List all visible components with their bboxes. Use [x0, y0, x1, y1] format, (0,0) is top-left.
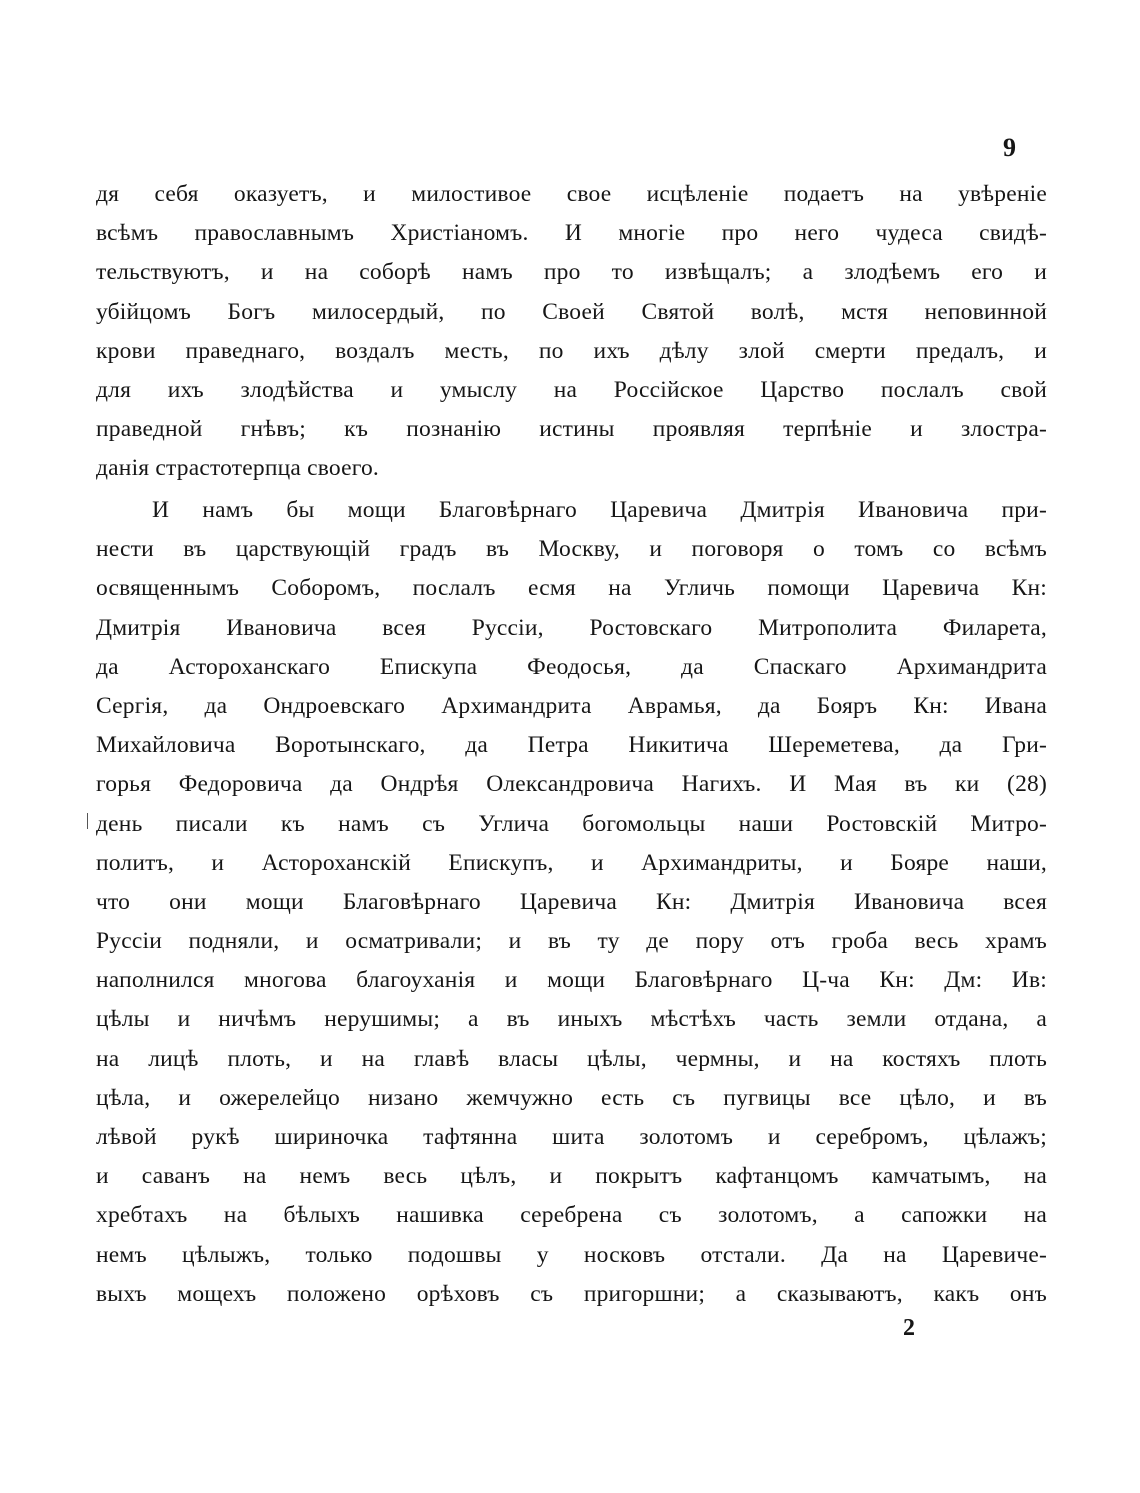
- text-line: на лицѣ плоть, и на главѣ власы цѣлы, чермны, и на костяхъ плоть: [96, 1045, 1047, 1072]
- text-line: тельствуютъ, и на соборѣ намъ про то извѣщалъ; а злодѣемъ его и: [96, 259, 1047, 286]
- paragraph-continuation: [96, 175, 1047, 489]
- page-number: 9: [1003, 133, 1016, 162]
- text-line: Сергія, да Ондроевскаго Архимандрита Аврамья, да Бояръ Кн: Ивана: [96, 692, 1047, 719]
- text-line: цѣла, и ожерелейцо низано жемчужно есть съ пугвицы все цѣло, и въ: [96, 1084, 1047, 1111]
- text-line-indented: И намъ бы мощи Благовѣрнаго Царевича Дмитрія Ивановича при-: [152, 497, 1047, 523]
- text-line: цѣлы и ничѣмъ нерушимы; а въ иныхъ мѣстѣхъ часть земли отдана, а: [96, 1006, 1047, 1033]
- text-line: и саванъ на немъ весь цѣлъ, и покрытъ кафтанцомъ камчатымъ, на: [96, 1163, 1047, 1190]
- margin-mark: [87, 813, 88, 829]
- text-line: да Астороханскаго Епискупа Феодосья, да Спаскаго Архимандрита: [96, 653, 1047, 680]
- text-line: праведной гнѣвъ; къ познанію истины проявляя терпѣніе и злостра-: [96, 416, 1047, 443]
- text-line: выхъ мощехъ положено орѣховъ съ пригоршни; а сказываютъ, какъ онъ: [96, 1280, 1047, 1307]
- text-line: освященнымъ Соборомъ, послалъ есмя на Угличь помощи Царевича Кн:: [96, 575, 1047, 602]
- text-line: горья Федоровича да Ондрѣя Олександровича Нагихъ. И Мая въ ки (28): [96, 771, 1047, 798]
- text-line: дя себя оказуетъ, и милостивое свое исцѣленіе подаетъ на увѣреніе: [96, 181, 1047, 207]
- text-line: лѣвой рукѣ шириночка тафтянна шита золотомъ и серебромъ, цѣлажъ;: [96, 1124, 1047, 1150]
- text-line: всѣмъ православнымъ Христіаномъ. И многіе про него чудеса свидѣ-: [96, 220, 1047, 247]
- text-line: крови праведнаго, воздалъ месть, по ихъ дѣлу злой смерти предалъ, и: [96, 337, 1047, 364]
- signature-mark: 2: [903, 1315, 915, 1341]
- text-line: немъ цѣлыжъ, только подошвы у носковъ отстали. Да на Царевиче-: [96, 1241, 1047, 1268]
- text-line: нести въ царствующій градъ въ Москву, и поговоря о томъ со всѣмъ: [96, 536, 1047, 563]
- text-line: день писали къ намъ съ Углича богомольцы наши Ростовскій Митро-: [96, 810, 1047, 837]
- text-line: политъ, и Астороханскій Епискупъ, и Архимандриты, и Бояре наши,: [96, 849, 1047, 876]
- text-line: Михайловича Воротынскаго, да Петра Никитича Шереметева, да Гри-: [96, 732, 1047, 759]
- paragraph-main: [96, 491, 1047, 1314]
- text-line: наполнился многова благоуханія и мощи Благовѣрнаго Ц-ча Кн: Дм: Ив:: [96, 967, 1047, 994]
- text-line: убійцомъ Богъ милосердый, по Своей Святой волѣ, мстя неповинной: [96, 298, 1047, 325]
- text-line: для ихъ злодѣйства и умыслу на Россійское Царство послалъ свой: [96, 376, 1047, 403]
- text-line: Руссіи подняли, и осматривали; и въ ту де пору отъ гроба весь храмъ: [96, 928, 1047, 955]
- text-line: данія страстотерпца своего.: [96, 455, 379, 482]
- text-line: хребтахъ на бѣлыхъ нашивка серебрена съ золотомъ, а сапожки на: [96, 1202, 1047, 1229]
- text-line: что они мощи Благовѣрнаго Царевича Кн: Дмитрія Ивановича всея: [96, 888, 1047, 915]
- text-line: Дмитрія Ивановича всея Руссіи, Ростовскаго Митрополита Филарета,: [96, 614, 1047, 641]
